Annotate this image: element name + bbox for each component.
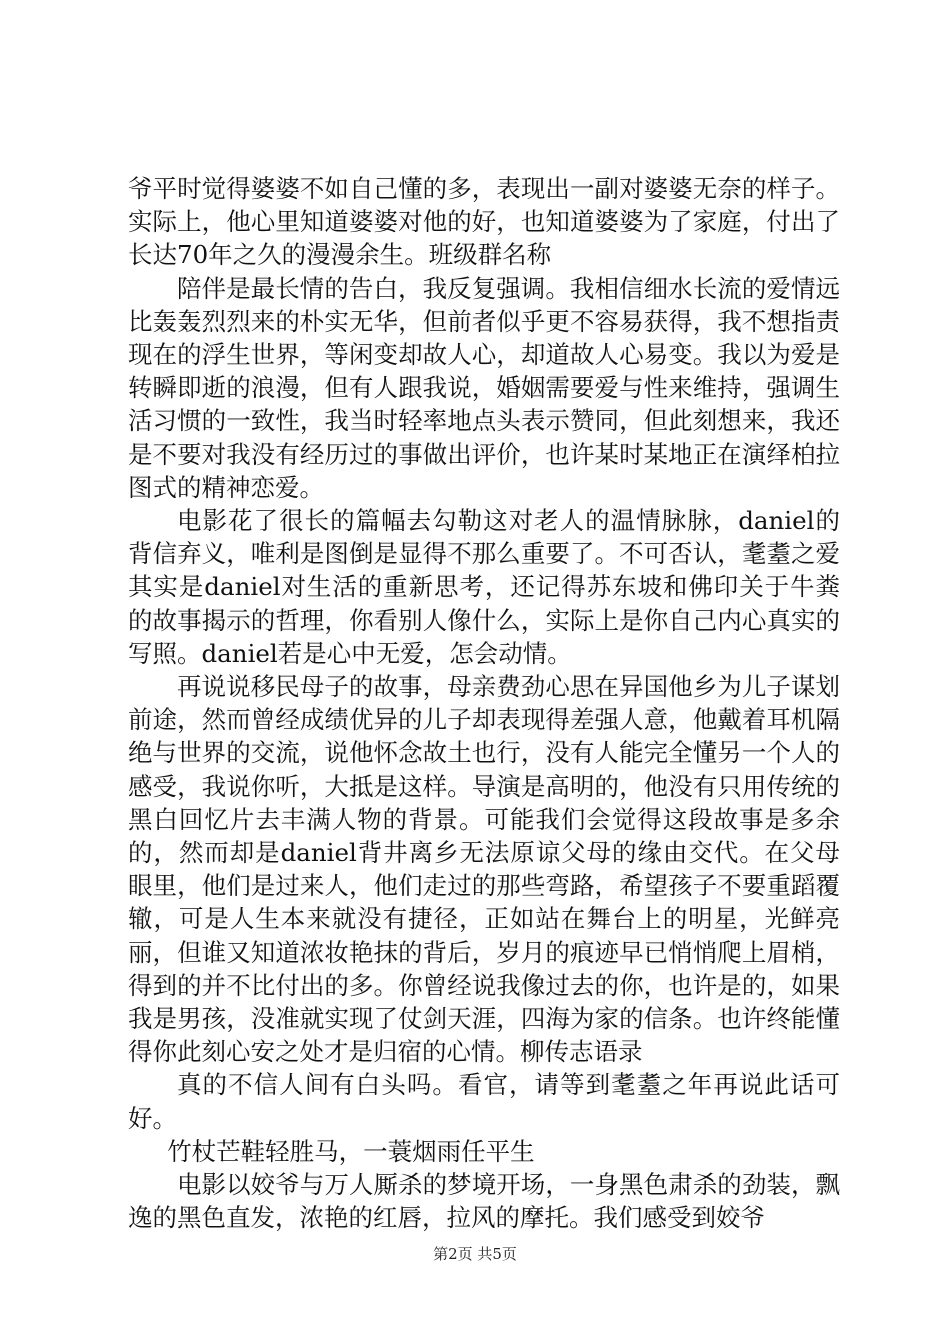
paragraph-4: 再说说移民母子的故事，母亲费劲心思在异国他乡为儿子谋划前途，然而曾经成绩优异的儿子却表现得差强人意，他戴着耳机隔绝与世界的交流，说他怀念故土也行，没有人能完全懂另一个人的感受，我说你听，大抵是这样。导演是高明的，他没有只用传统的黑白回忆片去丰满人物的背景。可能我们会觉得这段故事是多余的，然而却是daniel背井离乡无法原谅父母的缘由交代。在父母眼里，他们是过来人，他们走过的那些弯路，希望孩子不要重蹈覆辙，可是人生本来就没有捷径，正如站在舞台上的明星，光鲜亮丽，但谁又知道浓妆艳抹的背后，岁月的痕迹早已悄悄爬上眉梢，得到的并不比付出的多。你曾经说我像过去的你，也许是的，如果我是男孩，没准就实现了仗剑天涯，四海为家的信条。也许终能懂得你此刻心安之处才是归宿的心情。柳传志语录 (128, 672, 840, 1067)
paragraph-2: 陪伴是最长情的告白，我反复强调。我相信细水长流的爱情远比轰轰烈烈来的朴实无华，但前者似乎更不容易获得，我不想指责现在的浮生世界，等闲变却故人心，却道故人心易变。我以为爱是转瞬即逝的浪漫，但有人跟我说，婚姻需要爱与性来维持，强调生活习惯的一致性，我当时轻率地点头表示赞同，但此刻想来，我还是不要对我没有经历过的事做出评价，也许某时某地正在演绎柏拉图式的精神恋爱。 (128, 273, 840, 502)
page-number-footer: 第2页 共5页 (433, 1245, 517, 1263)
paragraph-3: 电影花了很长的篇幅去勾勒这对老人的温情脉脉，daniel的背信弃义，唯利是图倒是显得不那么重要了。不可否认，耄耋之爱其实是daniel对生活的重新思考，还记得苏东坡和佛印关于牛粪的故事揭示的哲理，你看别人像什么，实际上是你自己内心真实的写照。daniel若是心中无爱，怎会动情。 (128, 506, 840, 668)
document-body (128, 172, 840, 1235)
paragraph-1: 爷平时觉得婆婆不如自己懂的多，表现出一副对婆婆无奈的样子。实际上，他心里知道婆婆对他的好，也知道婆婆为了家庭，付出了长达70年之久的漫漫余生。班级群名称 (128, 174, 840, 270)
section-heading: 竹杖芒鞋轻胜马，一蓑烟雨任平生 (167, 1136, 535, 1166)
paragraph-5: 真的不信人间有白头吗。看官，请等到耄耋之年再说此话可好。 (128, 1070, 840, 1133)
paragraph-6: 电影以姣爷与万人厮杀的梦境开场，一身黑色肃杀的劲装，飘逸的黑色直发，浓艳的红唇，拉风的摩托。我们感受到姣爷 (128, 1170, 840, 1233)
